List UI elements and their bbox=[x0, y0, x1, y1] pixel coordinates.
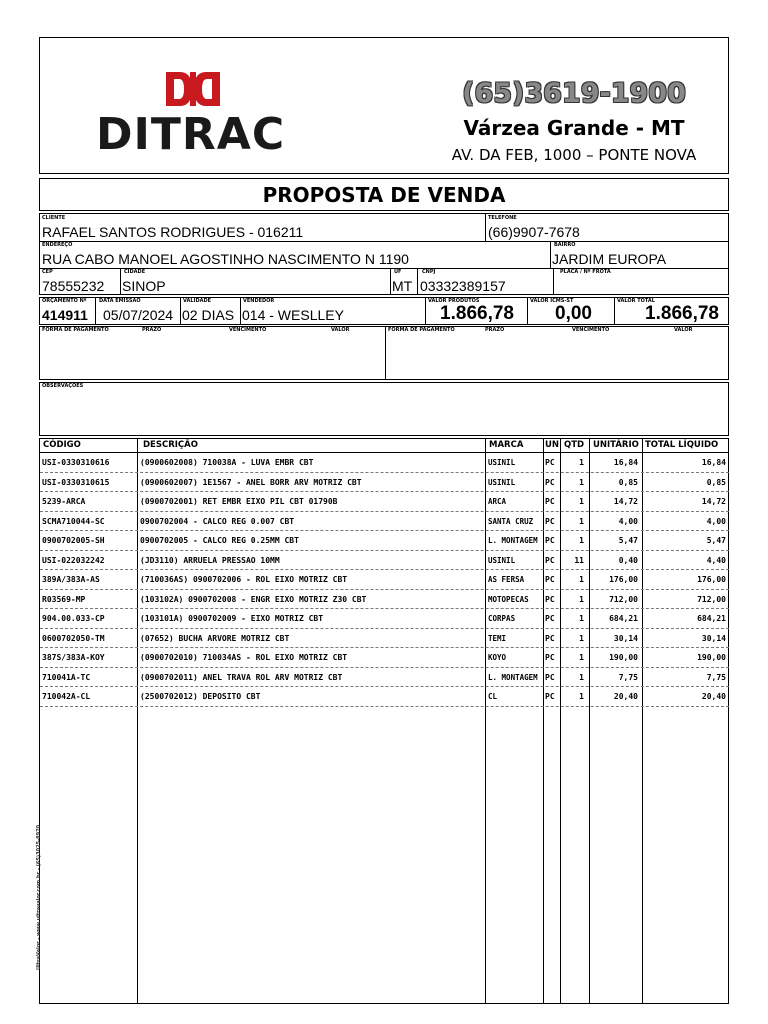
cell-qtd: 1 bbox=[579, 536, 584, 545]
value-valor-icms: 0,00 bbox=[555, 303, 592, 324]
cell-qtd: 1 bbox=[579, 477, 584, 487]
cell-marca: MOTOPECAS bbox=[488, 594, 529, 604]
cell-descricao: (JD3110) ARRUELA PRESSAO 10MM bbox=[140, 555, 280, 565]
table-row bbox=[40, 570, 729, 590]
label-cnpj: CNPJ bbox=[422, 269, 436, 275]
col-header-codigo: CÓDIGO bbox=[43, 440, 81, 450]
cell-total: 190,00 bbox=[697, 653, 726, 662]
cell-descricao: 0900702004 - CALCO REG 0.007 CBT bbox=[140, 516, 295, 526]
label-cidade: CIDADE bbox=[124, 269, 146, 275]
table-row bbox=[40, 668, 729, 688]
company-phone: (65)3619-1900 bbox=[462, 78, 686, 109]
table-row bbox=[40, 473, 729, 493]
cell-codigo: 0900702005-SH bbox=[42, 536, 105, 545]
cell-descricao: (0900702001) RET EMBR EIXO PIL CBT 01790B bbox=[140, 497, 338, 506]
cell-un: PC bbox=[545, 614, 555, 623]
cell-unitario: 5,47 bbox=[618, 536, 638, 545]
cell-qtd: 1 bbox=[579, 497, 584, 506]
cell-qtd: 1 bbox=[579, 633, 584, 643]
table-row bbox=[40, 531, 729, 551]
cell-unitario: 14,72 bbox=[613, 497, 638, 506]
label-valor-total: VALOR TOTAL bbox=[617, 298, 655, 304]
items-table bbox=[39, 438, 729, 1004]
cell-descricao: (2500702012) DEPOSITO CBT bbox=[140, 692, 261, 701]
cell-marca: USINIL bbox=[488, 555, 516, 565]
table-row bbox=[40, 551, 729, 571]
cell-unitario: 684,21 bbox=[609, 614, 638, 623]
cell-un: PC bbox=[545, 575, 555, 584]
cell-marca: TEMI bbox=[488, 633, 507, 643]
col-header-descricao: DESCRIÇÃO bbox=[143, 440, 198, 450]
label-orcamento: ORÇAMENTO Nº bbox=[42, 298, 87, 304]
value-uf: MT bbox=[392, 278, 413, 294]
vendor-side-text: UltraValor - www.ultravalor.com.br - (65)3025-8970 bbox=[36, 824, 42, 970]
cell-unitario: 30,14 bbox=[613, 633, 638, 643]
label-forma-pagamento-1: FORMA DE PAGAMENTO bbox=[42, 327, 109, 333]
value-vendedor: 014 - WESLLEY bbox=[242, 307, 344, 323]
cell-unitario: 0,40 bbox=[618, 555, 638, 565]
cell-total: 20,40 bbox=[701, 692, 726, 701]
label-cep: CEP bbox=[42, 269, 53, 275]
cell-codigo: 0600702050-TM bbox=[42, 633, 105, 643]
value-cidade: SINOP bbox=[122, 278, 166, 294]
cell-qtd: 1 bbox=[579, 653, 584, 662]
cell-unitario: 20,40 bbox=[613, 692, 638, 701]
col-header-marca: MARCA bbox=[489, 440, 524, 450]
cell-marca: CORPAS bbox=[488, 614, 516, 623]
cell-codigo: R03569-MP bbox=[42, 594, 86, 604]
cell-total: 4,40 bbox=[706, 555, 726, 565]
logo-text: DITRAC bbox=[96, 109, 286, 160]
cell-descricao: (710036AS) 0900702006 - ROL EIXO MOTRIZ CBT bbox=[140, 575, 348, 584]
value-orcamento: 414911 bbox=[42, 307, 88, 323]
observations-block bbox=[39, 382, 729, 436]
cell-total: 5,47 bbox=[706, 536, 726, 545]
cell-total: 14,72 bbox=[701, 497, 726, 506]
table-row bbox=[40, 609, 729, 629]
cell-total: 0,85 bbox=[706, 477, 726, 487]
cell-descricao: 0900702005 - CALCO REG 0.25MM CBT bbox=[140, 536, 299, 545]
label-placa: PLACA / Nº FROTA bbox=[560, 269, 611, 275]
cell-unitario: 712,00 bbox=[609, 594, 638, 604]
cell-codigo: SCMA710044-SC bbox=[42, 516, 105, 526]
label-valor-produtos: VALOR PRODUTOS bbox=[428, 298, 480, 304]
cell-codigo: 710041A-TC bbox=[42, 672, 91, 682]
value-data-emissao: 05/07/2024 bbox=[103, 307, 174, 323]
value-bairro: JARDIM EUROPA bbox=[552, 251, 667, 267]
value-validade: 02 DIAS bbox=[182, 307, 235, 323]
cell-descricao: (0900602007) 1E1567 - ANEL BORR ARV MOTRIZ CBT bbox=[140, 477, 362, 487]
cell-marca: L. MONTAGEM bbox=[488, 672, 538, 682]
cell-un: PC bbox=[545, 653, 555, 662]
label-prazo-2: PRAZO bbox=[485, 327, 505, 333]
table-row bbox=[40, 687, 729, 707]
table-row bbox=[40, 453, 729, 473]
cell-total: 16,84 bbox=[701, 458, 726, 467]
cell-marca: AS FERSA bbox=[488, 575, 525, 584]
cell-un: PC bbox=[545, 458, 555, 467]
label-vencimento-1: VENCIMENTO bbox=[229, 327, 267, 333]
cell-descricao: (0900702011) ANEL TRAVA ROL ARV MOTRIZ CBT bbox=[140, 672, 343, 682]
label-valor-2: VALOR bbox=[674, 327, 693, 333]
payment-block bbox=[39, 326, 729, 380]
cell-qtd: 1 bbox=[579, 575, 584, 584]
header-box bbox=[39, 37, 729, 174]
cell-qtd: 1 bbox=[579, 516, 584, 526]
col-header-unitario: UNITÁRIO bbox=[593, 440, 639, 450]
label-validade: VALIDADE bbox=[183, 298, 212, 304]
col-header-qtd: QTD bbox=[564, 440, 585, 450]
cell-descricao: (0900602008) 710038A - LUVA EMBR CBT bbox=[140, 458, 314, 467]
cell-codigo: USI-022032242 bbox=[42, 555, 105, 565]
label-prazo-1: PRAZO bbox=[142, 327, 162, 333]
cell-total: 30,14 bbox=[701, 633, 726, 643]
cell-unitario: 176,00 bbox=[609, 575, 638, 584]
cell-un: PC bbox=[545, 672, 555, 682]
company-address: AV. DA FEB, 1000 – PONTE NOVA bbox=[451, 146, 697, 164]
cell-marca: KOYO bbox=[488, 653, 507, 662]
cell-unitario: 16,84 bbox=[613, 458, 638, 467]
cell-qtd: 1 bbox=[579, 458, 584, 467]
cell-unitario: 4,00 bbox=[618, 516, 638, 526]
label-telefone: TELEFONE bbox=[488, 215, 517, 221]
label-forma-pagamento-2: FORMA DE PAGAMENTO bbox=[388, 327, 455, 333]
label-vendedor: VENDEDOR bbox=[243, 298, 275, 304]
cell-unitario: 0,85 bbox=[618, 477, 638, 487]
cell-total: 684,21 bbox=[697, 614, 726, 623]
cell-codigo: USI-0330310616 bbox=[42, 458, 110, 467]
ditrac-logo-mark-icon bbox=[164, 70, 222, 108]
cell-marca: SANTA CRUZ bbox=[488, 516, 534, 526]
cell-qtd: 1 bbox=[579, 614, 584, 623]
cell-unitario: 190,00 bbox=[609, 653, 638, 662]
cell-descricao: (103102A) 0900702008 - ENGR EIXO MOTRIZ Z30 CBT bbox=[140, 594, 367, 604]
table-row bbox=[40, 590, 729, 610]
cell-marca: USINIL bbox=[488, 458, 516, 467]
cell-un: PC bbox=[545, 594, 555, 604]
value-telefone: (66)9907-7678 bbox=[488, 224, 580, 240]
cell-total: 176,00 bbox=[697, 575, 726, 584]
col-header-un: UN bbox=[545, 440, 560, 450]
table-row bbox=[40, 648, 729, 668]
cell-codigo: 389A/383A-AS bbox=[42, 575, 100, 584]
cell-codigo: 710042A-CL bbox=[42, 692, 91, 701]
table-row bbox=[40, 629, 729, 649]
label-bairro: BAIRRO bbox=[554, 242, 576, 248]
page-title: PROPOSTA DE VENDA bbox=[262, 183, 506, 207]
value-cep: 78555232 bbox=[42, 278, 105, 294]
cell-codigo: 387S/383A-KOY bbox=[42, 653, 105, 662]
value-cliente: RAFAEL SANTOS RODRIGUES - 016211 bbox=[42, 224, 304, 240]
cell-un: PC bbox=[545, 633, 555, 643]
cell-total: 7,75 bbox=[706, 672, 726, 682]
cell-qtd: 1 bbox=[579, 672, 584, 682]
cell-unitario: 7,75 bbox=[618, 672, 638, 682]
cell-un: PC bbox=[545, 497, 555, 506]
cell-marca: L. MONTAGEM bbox=[488, 536, 538, 545]
label-cliente: CLIENTE bbox=[42, 215, 66, 221]
cell-un: PC bbox=[545, 692, 555, 701]
cell-qtd: 1 bbox=[579, 692, 584, 701]
value-endereco: RUA CABO MANOEL AGOSTINHO NASCIMENTO N 1190 bbox=[42, 251, 409, 267]
cell-qtd: 11 bbox=[574, 555, 584, 565]
cell-descricao: (0900702010) 710034AS - ROL EIXO MOTRIZ CBT bbox=[140, 653, 348, 662]
label-endereco: ENDEREÇO bbox=[42, 242, 73, 248]
label-observacoes: OBSERVAÇÕES bbox=[42, 383, 84, 389]
label-data-emissao: DATA EMISSÃO bbox=[99, 298, 141, 304]
value-cnpj: 03332389157 bbox=[420, 278, 506, 294]
label-valor-1: VALOR bbox=[331, 327, 350, 333]
label-vencimento-2: VENCIMENTO bbox=[572, 327, 610, 333]
cell-un: PC bbox=[545, 477, 555, 487]
customer-block bbox=[39, 213, 729, 295]
col-header-total: TOTAL LÍQUIDO bbox=[645, 440, 719, 450]
cell-total: 4,00 bbox=[706, 516, 726, 526]
table-header bbox=[40, 439, 729, 453]
cell-qtd: 1 bbox=[579, 594, 584, 604]
order-block bbox=[39, 297, 729, 325]
value-valor-total: 1.866,78 bbox=[645, 303, 719, 324]
cell-un: PC bbox=[545, 555, 555, 565]
cell-codigo: 904.00.033-CP bbox=[42, 614, 105, 623]
cell-codigo: 5239-ARCA bbox=[42, 497, 86, 506]
table-row bbox=[40, 492, 729, 512]
cell-descricao: (07652) BUCHA ARVORE MOTRIZ CBT bbox=[140, 633, 290, 643]
label-valor-icms: VALOR ICMS-ST bbox=[530, 298, 574, 304]
cell-codigo: USI-0330310615 bbox=[42, 477, 110, 487]
cell-total: 712,00 bbox=[697, 594, 726, 604]
table-row bbox=[40, 512, 729, 532]
company-city: Várzea Grande - MT bbox=[463, 116, 685, 140]
cell-un: PC bbox=[545, 516, 555, 526]
cell-marca: USINIL bbox=[488, 477, 516, 487]
cell-marca: ARCA bbox=[488, 497, 507, 506]
cell-un: PC bbox=[545, 536, 555, 545]
label-uf: UF bbox=[394, 269, 402, 275]
cell-marca: CL bbox=[488, 692, 498, 701]
cell-descricao: (103101A) 0900702009 - EIXO MOTRIZ CBT bbox=[140, 614, 324, 623]
value-valor-produtos: 1.866,78 bbox=[440, 303, 514, 324]
title-box bbox=[39, 178, 729, 211]
